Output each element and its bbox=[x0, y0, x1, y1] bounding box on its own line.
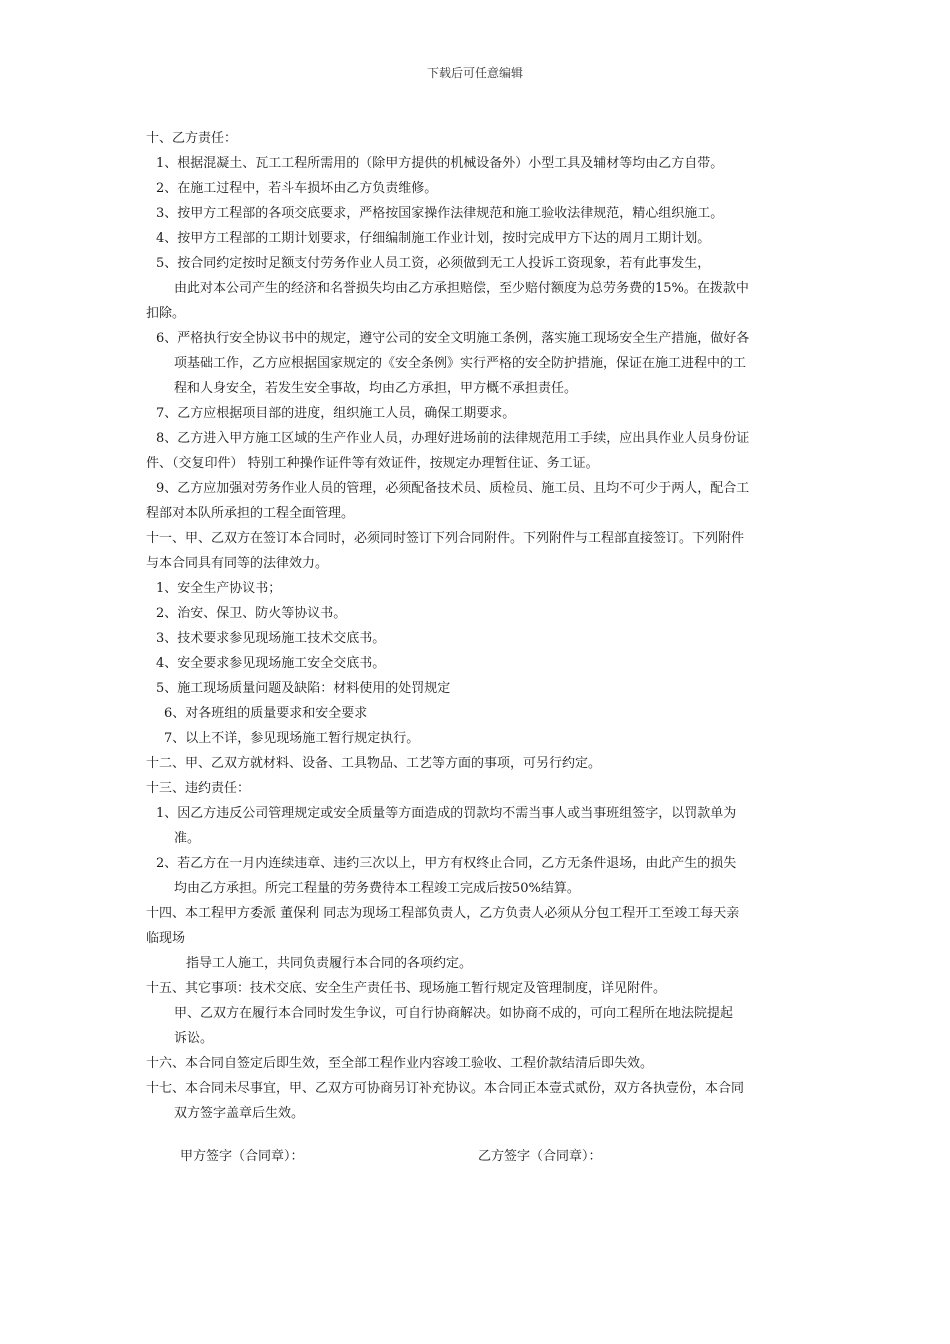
clause-continuation: 件、（交复印件） 特别工种操作证件等有效证件，按规定办理暂住证、务工证。 bbox=[146, 456, 599, 471]
clause-line: 7、乙方应根据项目部的进度，组织施工人员，确保工期要求。 bbox=[156, 406, 516, 421]
section-heading: 十五、其它事项：技术交底、安全生产责任书、现场施工暂行规定及管理制度，详见附件。 bbox=[146, 981, 667, 996]
attachment-item: 5、施工现场质量问题及缺陷：材料使用的处罚规定 bbox=[156, 681, 451, 696]
attachment-item: 4、安全要求参见现场施工安全交底书。 bbox=[156, 656, 386, 671]
attachment-item: 3、技术要求参见现场施工技术交底书。 bbox=[156, 631, 386, 646]
clause-line: 2、若乙方在一月内连续违章、违约三次以上，甲方有权终止合同，乙方无条件退场，由此产生的损失 bbox=[156, 856, 737, 871]
clause-continuation: 均由乙方承担。所完工程量的劳务费待本工程竣工完成后按50%结算。 bbox=[174, 881, 580, 896]
section-heading: 十七、本合同未尽事宜，甲、乙双方可协商另订补充协议。本合同正本壹式贰份，双方各执壹份，本合同 bbox=[146, 1081, 745, 1096]
clause-continuation: 程部对本队所承担的工程全面管理。 bbox=[146, 506, 355, 521]
clause-continuation: 准。 bbox=[174, 831, 201, 846]
section-heading: 十一、甲、乙双方在签订本合同时，必须同时签订下列合同附件。下列附件与工程部直接签订。下列附件 bbox=[146, 531, 745, 546]
clause-continuation: 双方签字盖章后生效。 bbox=[174, 1106, 305, 1121]
clause-line: 6、严格执行安全协议书中的规定，遵守公司的安全文明施工条例，落实施工现场安全生产措施，做好各 bbox=[156, 331, 750, 346]
section-heading: 十四、本工程甲方委派 董保利 同志为现场工程部负责人，乙方负责人必须从分包工程开工至竣工每天亲 bbox=[146, 906, 740, 921]
page-header: 下载后可任意编辑 bbox=[426, 66, 523, 80]
clause-continuation: 由此对本公司产生的经济和名誉损失均由乙方承担赔偿，至少赔付额度为总劳务费的15%。在拨款中 bbox=[174, 281, 749, 296]
section-heading: 十、乙方责任： bbox=[146, 131, 238, 146]
clause-continuation: 诉讼。 bbox=[174, 1031, 214, 1046]
clause-continuation: 扣除。 bbox=[146, 306, 186, 321]
clause-line: 甲、乙双方在履行本合同时发生争议，可自行协商解决。如协商不成的，可向工程所在地法院提起 bbox=[174, 1006, 734, 1021]
contract-body bbox=[146, 126, 816, 1126]
clause-line: 8、乙方进入甲方施工区域的生产作业人员，办理好进场前的法律规范用工手续，应出具作业人员身份证 bbox=[156, 431, 750, 446]
clause-line: 4、按甲方工程部的工期计划要求，仔细编制施工作业计划，按时完成甲方下达的周月工期计划。 bbox=[156, 231, 711, 246]
clause-line: 9、乙方应加强对劳务作业人员的管理，必须配备技术员、质检员、施工员、且均不可少于两人，配合工 bbox=[156, 481, 750, 496]
section-heading: 十三、违约责任： bbox=[146, 781, 251, 796]
attachment-item: 1、安全生产协议书； bbox=[156, 581, 282, 596]
section-heading: 十二、甲、乙双方就材料、设备、工具物品、工艺等方面的事项，可另行约定。 bbox=[146, 756, 602, 771]
attachment-item: 6、对各班组的质量要求和安全要求 bbox=[164, 706, 368, 721]
party-a-signature-label: 甲方签字（合同章）： bbox=[180, 1149, 304, 1164]
clause-continuation: 临现场 bbox=[146, 931, 186, 946]
clause-line: 2、在施工过程中，若斗车损坏由乙方负责维修。 bbox=[156, 181, 438, 196]
clause-line: 1、因乙方违反公司管理规定或安全质量等方面造成的罚款均不需当事人或当事班组签字，以罚款单为 bbox=[156, 806, 737, 821]
party-b-signature-label: 乙方签字（合同章）： bbox=[478, 1149, 602, 1164]
signature-row bbox=[146, 1145, 816, 1170]
clause-line: 1、根据混凝土、瓦工工程所需用的（除甲方提供的机械设备外）小型工具及辅材等均由乙方自带。 bbox=[156, 156, 724, 171]
clause-continuation: 与本合同具有同等的法律效力。 bbox=[146, 556, 329, 571]
section-heading: 十六、本合同自签定后即生效，至全部工程作业内容竣工验收、工程价款结清后即失效。 bbox=[146, 1056, 654, 1071]
clause-line: 5、按合同约定按时足额支付劳务作业人员工资，必须做到无工人投诉工资现象，若有此事发生， bbox=[156, 256, 711, 271]
clause-line: 3、按甲方工程部的各项交底要求，严格按国家操作法律规范和施工验收法律规范，精心组织施工。 bbox=[156, 206, 724, 221]
clause-continuation: 程和人身安全，若发生安全事故，均由乙方承担，甲方概不承担责任。 bbox=[174, 381, 578, 396]
clause-continuation: 指导工人施工，共同负责履行本合同的各项约定。 bbox=[186, 956, 473, 971]
attachment-item: 2、治安、保卫、防火等协议书。 bbox=[156, 606, 347, 621]
attachment-item: 7、以上不详，参见现场施工暂行规定执行。 bbox=[164, 731, 420, 746]
clause-continuation: 项基础工作，乙方应根据国家规定的《安全条例》实行严格的安全防护措施，保证在施工进程中的工 bbox=[174, 356, 747, 371]
